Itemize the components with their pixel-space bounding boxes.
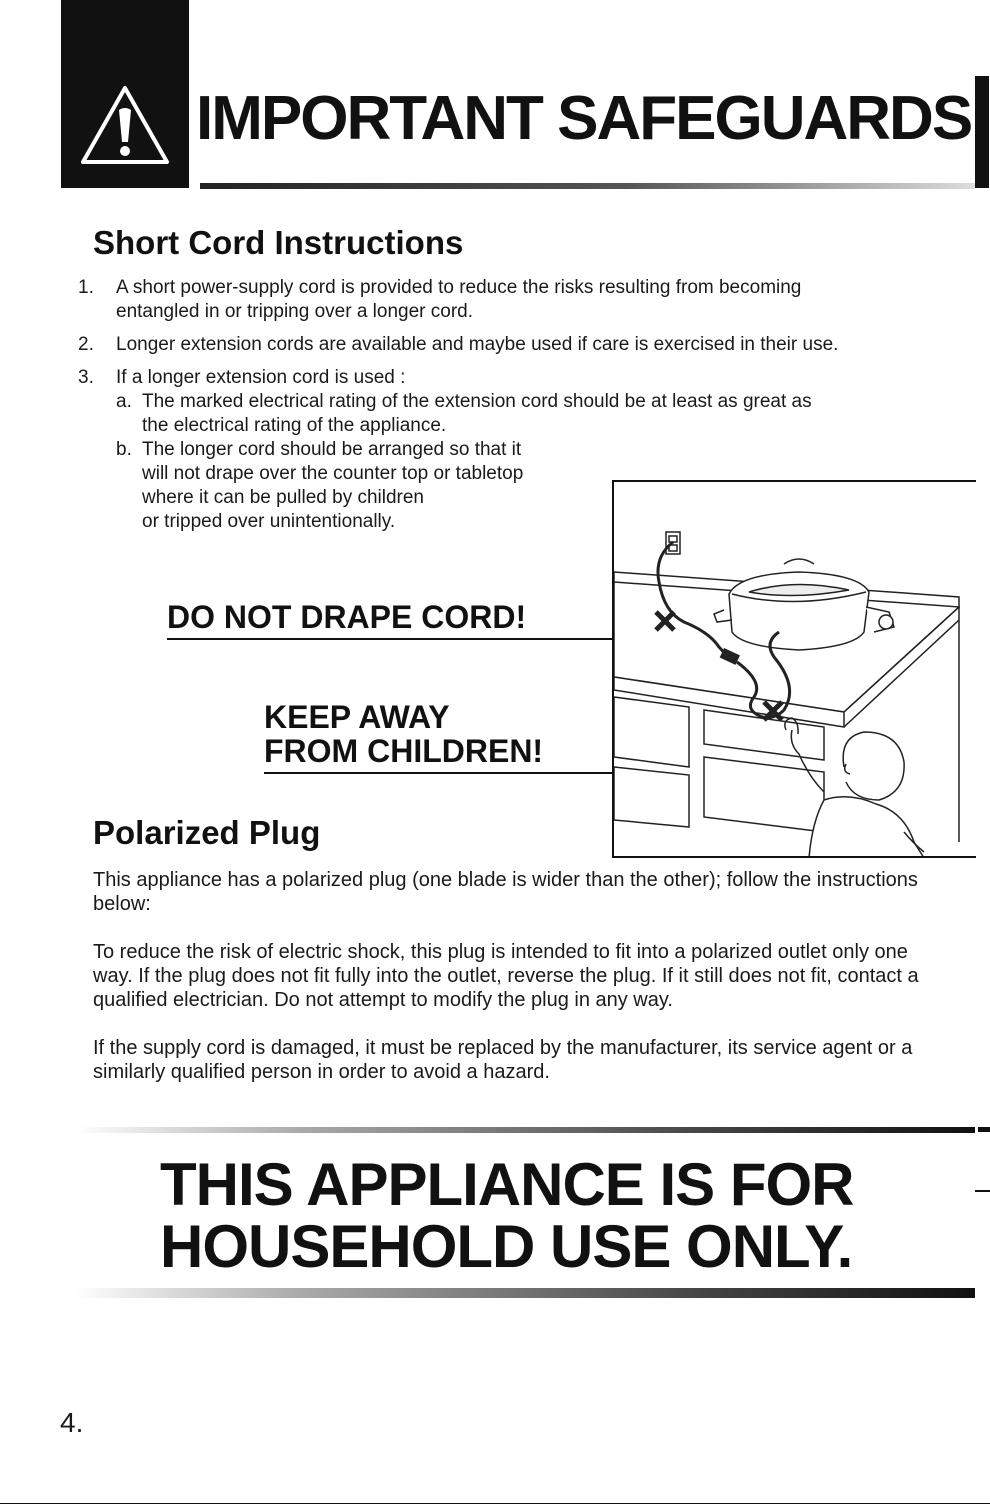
divider [75, 1288, 975, 1298]
children-callout: KEEP AWAY FROM CHILDREN! [264, 699, 544, 769]
drape-callout: DO NOT DRAPE CORD! [167, 599, 527, 635]
polarized-heading: Polarized Plug [93, 814, 321, 851]
sub-item: b. The longer cord should be arranged so that it will not drape over the counter top or tabletop where it can be pulled by children or tripped over unintentionally. [116, 439, 524, 532]
callout-rule [167, 638, 613, 640]
sub-item: a. The marked electrical rating of the extension cord should be at least as great as the electrical rating of the appliance. [116, 391, 812, 436]
edge-tick [975, 1190, 990, 1192]
list-item: 3. If a longer extension cord is used : a. The marked electrical rating of the extension cord should be at least as great as the electrical rating of the appliance. b. The longer cord should be arranged so that it will not drape over the counter top or tabletop where it can be pulled by children or tripped over unintentionally. [78, 366, 868, 534]
list-item: 1. A short power-supply cord is provided to reduce the risks resulting from becoming entangled in or tripping over a longer cord. [78, 277, 802, 322]
callout-rule [264, 772, 613, 774]
polarized-text: This appliance has a polarized plug (one blade is wider than the other); follow the instructions below: To reduce the risk of electric shock, this plug is intended to fit into a polarized outlet only one way. If the plug does not fit fully into the outlet, reverse the plug. If it still does not fit, contact a qualified electrician. Do not attempt to modify the plug in any way. If the supply cord is damaged, it must be replaced by the manufacturer, its service agent or a similarly qualified person in order to avoid a hazard. [93, 869, 919, 1083]
title-rule [200, 183, 975, 189]
bottom-rule [0, 1503, 990, 1504]
household-notice: THIS APPLIANCE IS FOR HOUSEHOLD USE ONLY. [160, 1151, 854, 1280]
divider [75, 1127, 975, 1133]
page-title: IMPORTANT SAFEGUARDS [196, 84, 972, 153]
list-item: 2. Longer extension cords are available and maybe used if care is exercised in their use. [78, 334, 839, 355]
warning-triangle-icon [79, 84, 171, 166]
page-number: 4. [60, 1407, 84, 1438]
short-cord-heading: Short Cord Instructions [93, 224, 464, 261]
cord-illustration [612, 480, 976, 858]
warning-block [61, 0, 189, 188]
edge-bar [975, 76, 989, 188]
edge-tick [978, 1127, 990, 1132]
